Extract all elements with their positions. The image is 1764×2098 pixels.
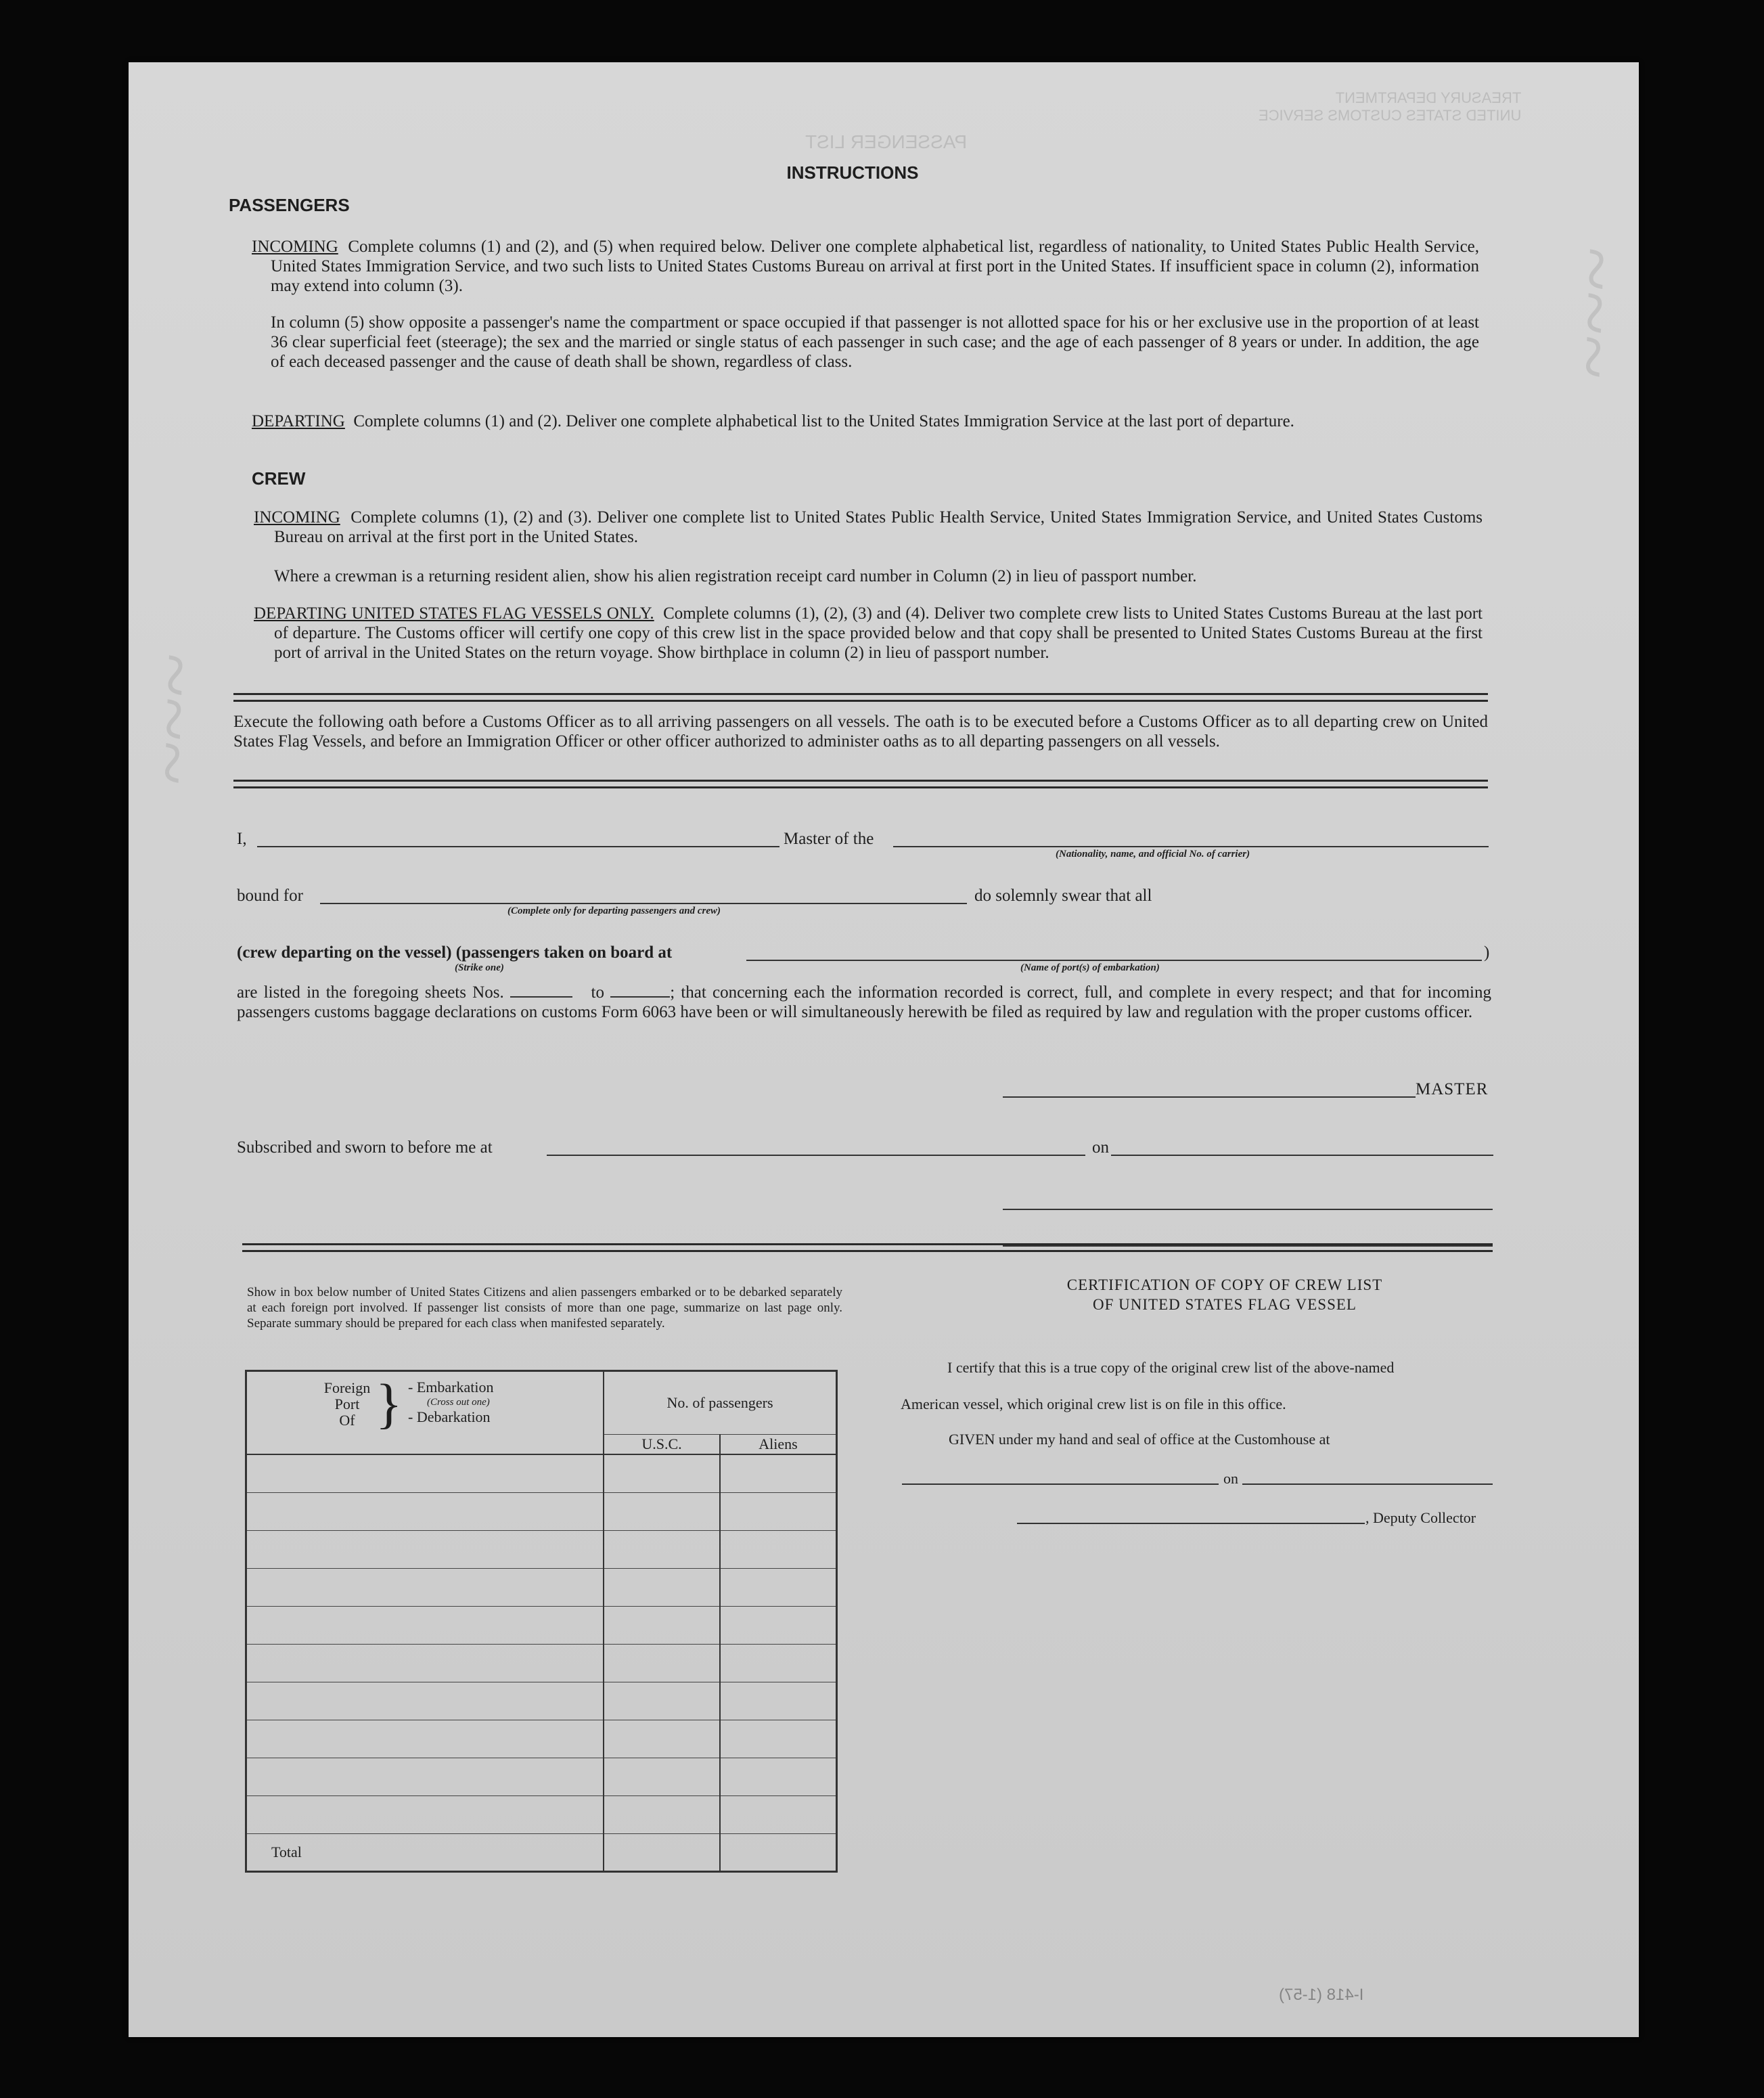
cross-out-note: (Cross out one)	[427, 1397, 490, 1408]
swear-label: do solemnly swear that all	[974, 887, 1152, 905]
total-label: Total	[246, 1833, 604, 1871]
oath-i-label: I,	[237, 830, 247, 848]
passengers-incoming-label: INCOMING	[252, 238, 338, 256]
sworn-date-field[interactable]	[1111, 1155, 1493, 1156]
total-row[interactable]	[246, 1833, 837, 1871]
deputy-collector-label: , Deputy Collector	[1365, 1509, 1476, 1526]
deputy-collector-signature-field[interactable]	[1017, 1523, 1365, 1524]
passengers-departing-paragraph	[252, 411, 1479, 431]
form-number: I-418 (1-57)	[1279, 1986, 1364, 2004]
certification-on-label: on	[1223, 1470, 1238, 1487]
strike-one-note: (Strike one)	[455, 962, 504, 973]
no-of-passengers-header: No. of passengers	[604, 1371, 836, 1435]
table-row[interactable]	[246, 1644, 837, 1682]
crew-incoming-paragraph	[254, 508, 1483, 547]
listed-a-text: are listed in the foregoing sheets Nos.	[237, 983, 504, 1002]
master-name-field[interactable]	[257, 846, 779, 847]
document-page	[127, 62, 1643, 2037]
sworn-on-label: on	[1092, 1138, 1109, 1157]
passenger-summary-table	[245, 1370, 838, 1873]
crew-incoming-label: INCOMING	[254, 508, 340, 527]
certify-line1: I certify that this is a true copy of the original crew list of the above-named	[947, 1359, 1395, 1376]
crew-departing-label: (crew departing on the vessel) (passengers taken on board at	[237, 943, 673, 962]
listed-b-text: ; that concerning each the information recorded is correct, full, and complete in every respect; and that for incoming passengers customs baggage declarations on customs Form 6063 have been or will simultaneously herewith be filed as required by law and regulation with the proper customs officer.	[237, 983, 1491, 1021]
crew-departing-flag-paragraph	[254, 604, 1483, 663]
debarkation-label: - Debarkation	[408, 1408, 491, 1425]
passengers-incoming-column5-paragraph: In column (5) show opposite a passenger's name the compartment or space occupied if that passenger is not allotted space for his or her exclusive use in the proportion of at least 36 clear superficial feet (steerage); the sex and the married or single status of each passenger in such case; and the age of each passenger of 8 years or under. In addition, the age of each deceased passenger and the cause of death shall be shown, regardless of class.	[271, 313, 1479, 371]
passengers-departing-label: DEPARTING	[252, 412, 345, 430]
carrier-field-note: (Nationality, name, and official No. of carrier)	[1056, 849, 1250, 860]
certification-title	[907, 1275, 1543, 1314]
carrier-field[interactable]	[893, 846, 1489, 847]
bound-for-note: (Complete only for departing passengers and crew)	[507, 906, 721, 916]
certification-title-line1: CERTIFICATION OF COPY OF CREW LIST	[1066, 1276, 1383, 1293]
port-label: Port	[334, 1396, 360, 1412]
bound-for-field[interactable]	[320, 903, 967, 904]
table-row[interactable]	[246, 1682, 837, 1720]
sworn-at-field[interactable]	[547, 1155, 1085, 1156]
table-row[interactable]	[246, 1758, 837, 1795]
master-signature-label: MASTER	[1416, 1080, 1489, 1098]
page-title: INSTRUCTIONS	[786, 162, 919, 183]
passengers-departing-text: Complete columns (1) and (2). Deliver one complete alphabetical list to the United States Immigration Service at the last port of departure.	[353, 412, 1294, 430]
bleed-through-handwriting: ~~~	[1548, 244, 1643, 380]
master-signature-field[interactable]	[1003, 1096, 1416, 1098]
divider	[233, 693, 1488, 702]
table-row[interactable]	[246, 1454, 837, 1492]
brace-glyph: }	[376, 1372, 403, 1434]
embarkation-labels	[408, 1380, 493, 1425]
master-of-label: Master of the	[784, 830, 874, 848]
certify-line3: GIVEN under my hand and seal of office at the Customhouse at	[949, 1431, 1330, 1448]
crew-returning-alien-paragraph: Where a crewman is a returning resident alien, show his alien registration receipt card number in Column (2) in lieu of passport number.	[274, 567, 1197, 585]
subscribed-label: Subscribed and sworn to before me at	[237, 1138, 493, 1157]
total-aliens-cell[interactable]	[720, 1833, 836, 1871]
bleed-through-handwriting: ~~~	[127, 650, 222, 786]
ports-note: (Name of port(s) of embarkation)	[1020, 962, 1160, 973]
sheet-from-field[interactable]	[510, 996, 572, 998]
oath-sheets-paragraph	[237, 983, 1491, 1022]
table-row[interactable]	[246, 1720, 837, 1758]
passengers-incoming-paragraph	[252, 237, 1480, 296]
section-heading-crew: CREW	[252, 468, 306, 489]
divider	[242, 1243, 1493, 1252]
foreign-port-of-labels	[320, 1380, 374, 1429]
close-paren: )	[1484, 943, 1490, 962]
crew-incoming-text: Complete columns (1), (2) and (3). Deliver one complete list to United States Public Health Service, United States Immigration Service, and United States Customs Bureau on arrival at the first port in the United States.	[274, 508, 1483, 546]
certification-date-field[interactable]	[1242, 1483, 1493, 1485]
of-label: Of	[339, 1412, 355, 1429]
bleed-through-text: TREASURY DEPARTMENT UNITED STATES CUSTOMS SERVICE	[1259, 89, 1522, 124]
total-usc-cell[interactable]	[604, 1833, 720, 1871]
crew-departing-flag-text: Complete columns (1), (2), (3) and (4). Deliver two complete crew lists to United States Customs Bureau at the last port of departure. The Customs officer will certify one copy of this crew list in the space provided below and that copy shall be presented to United States Customs Bureau at the first port of arrival in the United States on the return voyage. Show birthplace in column (2) in lieu of passport number.	[274, 604, 1483, 662]
aliens-header: Aliens	[720, 1435, 836, 1455]
table-row[interactable]	[246, 1606, 837, 1644]
certification-title-line2: OF UNITED STATES FLAG VESSEL	[1093, 1296, 1357, 1313]
section-heading-passengers: PASSENGERS	[229, 195, 350, 215]
crew-passengers-label	[237, 943, 672, 962]
bound-for-label: bound for	[237, 887, 303, 905]
usc-header: U.S.C.	[604, 1435, 720, 1455]
listed-to-text: to	[591, 983, 604, 1002]
crew-departing-flag-label: DEPARTING UNITED STATES FLAG VESSELS ONLY.	[254, 604, 654, 623]
embarkation-label: - Embarkation	[408, 1379, 494, 1396]
table-row[interactable]	[246, 1492, 837, 1530]
table-row[interactable]	[246, 1795, 837, 1833]
bleed-through-text: PASSENGER LIST	[805, 131, 968, 152]
foreign-label: Foreign	[323, 1379, 371, 1396]
table-header-row	[246, 1371, 837, 1435]
oath-instructions: Execute the following oath before a Customs Officer as to all arriving passengers on all vessels. The oath is to be executed before a Customs Officer as to all departing crew on United States Flag Vessels, and before an Immigration Officer or other officer authorized to administer oaths as to all departing passengers on all vessels.	[233, 713, 1488, 751]
foreign-port-header	[246, 1371, 604, 1455]
ports-of-embarkation-field[interactable]	[746, 960, 1482, 961]
customhouse-field[interactable]	[902, 1483, 1219, 1485]
sheet-to-field[interactable]	[610, 996, 670, 998]
table-row[interactable]	[246, 1530, 837, 1568]
table-row[interactable]	[246, 1568, 837, 1606]
divider	[233, 780, 1488, 788]
officer-signature-line[interactable]	[1003, 1209, 1493, 1210]
certify-line2: American vessel, which original crew list is on file in this office.	[901, 1396, 1286, 1412]
summary-instructions: Show in box below number of United States Citizens and alien passengers embarked or to be debarked separately at each foreign port involved. If passenger list consists of more than one page, summarize on last page only. Separate summary should be prepared for each class when manifested separately.	[247, 1285, 842, 1331]
passengers-incoming-text: Complete columns (1) and (2), and (5) when required below. Deliver one complete alphabetical list, regardless of nationality, to United States Public Health Service, United States Immigration Service, and two such lists to United States Customs Bureau on arrival at first port in the United States. If insufficient space in column (2), information may extend into column (3).	[271, 238, 1480, 295]
